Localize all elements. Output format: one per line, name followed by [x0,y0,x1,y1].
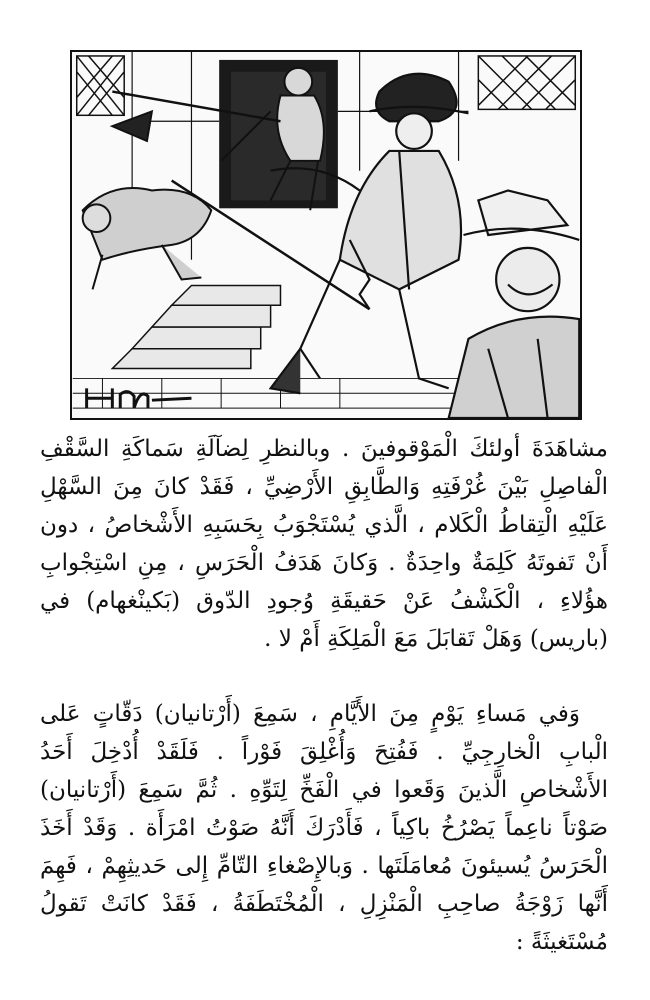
story-paragraph-2 [40,695,608,961]
story-illustration [70,50,582,420]
musketeers-fight-drawing [72,52,580,418]
paragraph-text: وَفي مَساءِ يَوْمٍ مِنَ الأَيَّامِ ، سَمِعَ (أَرْتانيان) دَقّاتٍ عَلى الْبابِ الْخارِجِيِّ . فَفُتِحَ وَأُغْلِقَ فَوْراً . فَلَقَدْ أُدْخِلَ أَحَدُ الأَشْخاصِ الَّذينَ وَقَعوا في الْفَخِّ لِتَوِّهِ . ثُمَّ سَمِعَ (أَرْتانيان) صَوْتاً ناعِماً يَصْرُخُ باكِياً ، فَأَدْرَكَ أَنَّهُ صَوْتُ امْرَأَة . وَقَدْ أَخَذَ الْحَرَسُ يُسيئونَ مُعامَلَتَها . وَبالإِصْغاءِ التّامِّ إِلى حَديثِهِمْ ، فَهِمَ أَنَّها زَوْجَةُ صاحِبِ الْمَنْزِلِ ، الْمُخْتَطَفَةُ ، فَقَدْ كانَتْ تَقولُ مُسْتَغيثَةً : [40,701,608,955]
paragraph-text: مشاهَدَةَ أولئكَ الْمَوْقوفينَ . وبالنظرِ لِضآلَةِ سَماكَةِ السَّقْفِ الْفاصِلِ بَيْنَ غُرْفَتِهِ وَالطَّابِقِ الأَرْضِيِّ ، فَقَدْ كانَ مِنَ السَّهْلِ عَلَيْهِ الْتِقاطُ الْكَلام ، الَّذي يُسْتَجْوَبُ بِحَسَبِهِ الأَشْخاصُ ، دون أَنْ تَفوتَهُ كَلِمَةٌ واحِدَةٌ . وَكانَ هَدَفُ الْحَرَسِ ، مِنِ اسْتِجْوابِ هؤُلاءِ ، الْكَشْفُ عَنْ حَقيقَةِ وُجودِ الدّوق (بَكينْغهام) في (باريس) وَهَلْ تَقابَلَ مَعَ الْمَلِكَةِ أَمْ لا . [40,436,608,652]
story-paragraph-1 [40,430,608,658]
